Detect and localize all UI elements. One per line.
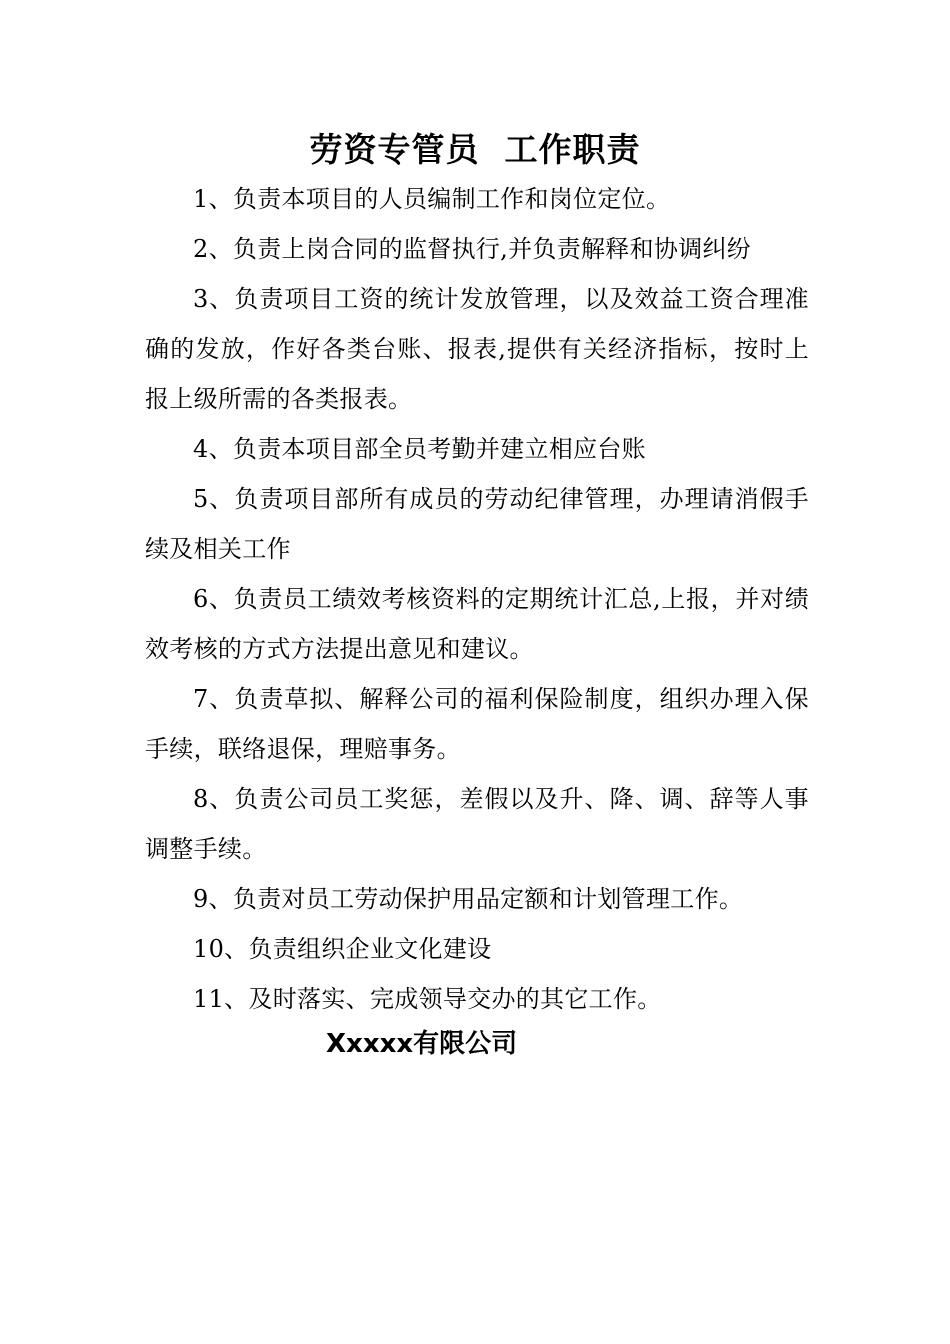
duty-item-3: 3、负责项目工资的统计发放管理，以及效益工资合理准确的发放，作好各类台账、报表,提供有关经济指标，按时上报上级所需的各类报表。	[145, 285, 809, 413]
duty-item-2: 2、负责上岗合同的监督执行,并负责解释和协调纠纷	[193, 235, 752, 263]
duties-list	[145, 174, 809, 1024]
duty-item-7: 7、负责草拟、解释公司的福利保险制度，组织办理入保手续，联络退保，理赔事务。	[145, 685, 809, 763]
company-signature: Xxxxx有限公司	[326, 1029, 518, 1059]
duty-item-5: 5、负责项目部所有成员的劳动纪律管理，办理请消假手续及相关工作	[145, 485, 809, 563]
duty-item-1: 1、负责本项目的人员编制工作和岗位定位。	[193, 185, 671, 213]
duty-item-6: 6、负责员工绩效考核资料的定期统计汇总,上报，并对绩效考核的方式方法提出意见和建议。	[145, 585, 809, 663]
duty-item-11: 11、及时落实、完成领导交办的其它工作。	[193, 985, 662, 1013]
duty-item-4: 4、负责本项目部全员考勤并建立相应台账	[193, 435, 646, 463]
duty-item-8: 8、负责公司员工奖惩，差假以及升、降、调、辞等人事调整手续。	[145, 785, 809, 863]
duty-item-9: 9、负责对员工劳动保护用品定额和计划管理工作。	[193, 885, 744, 913]
duty-item-10: 10、负责组织企业文化建设	[193, 935, 492, 963]
page-title: 劳资专管员 工作职责	[309, 130, 641, 169]
